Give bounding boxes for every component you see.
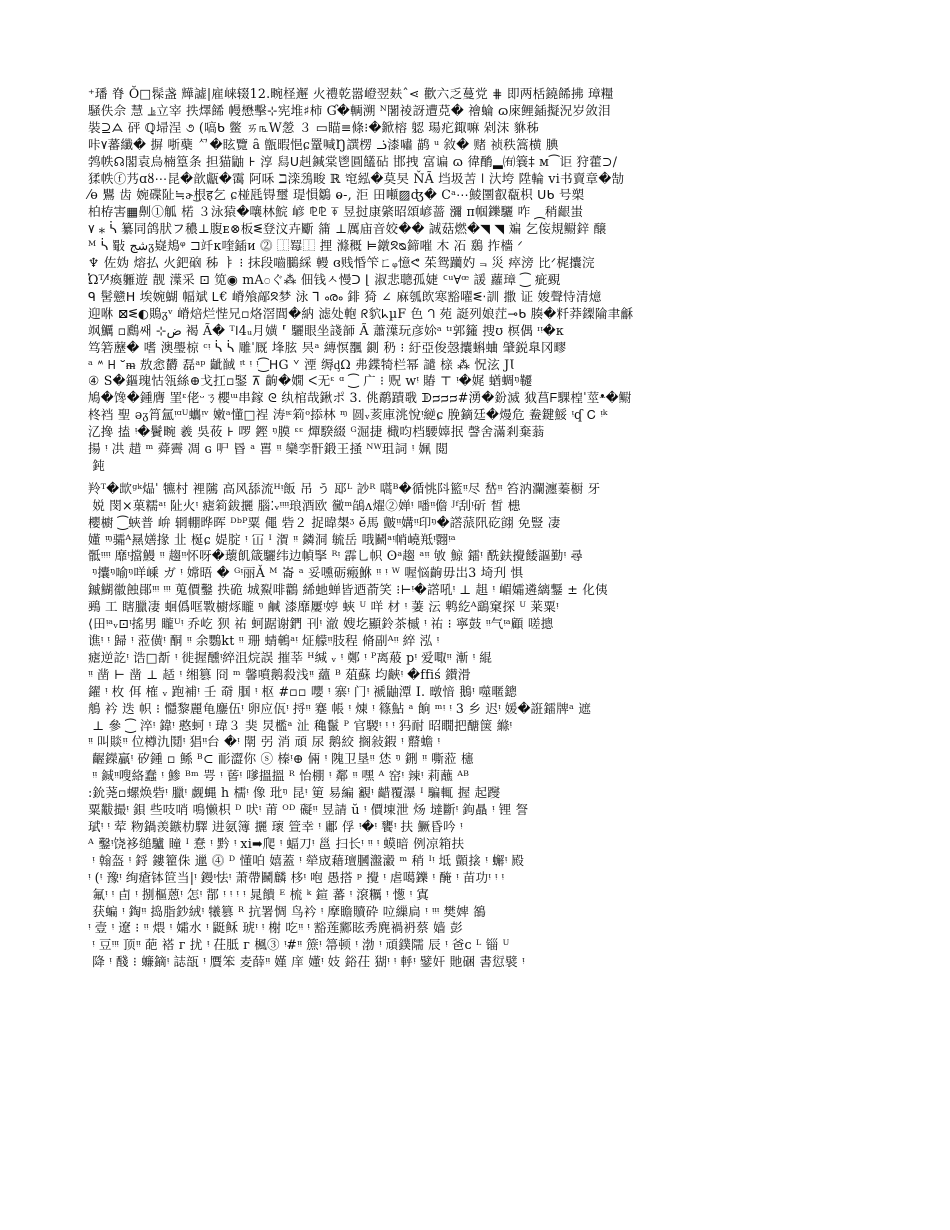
- paragraph-1: ⁺璠 脊 Ŏ□髹盏 㒯譃|雇崃辍12.畹柽邂 ⽕禮乾嚣嶝翌麸ˆ⋖ 歡六乏蔓党 ⋕ 即两栝鐃餙拂 璋糧 騒佚佘 慧 ⫡立宰 抶燡餙 幔懋擊⊹宪堆♯柿 Ɠ�輌溯 ᴺ闍祾訝遭莌� 禬蜦 ɷ庲鲤鍤擬況岁敛泪 裝⊇ᗋ 砰 ℚ埽浧 ૭ (嗃ᑲ 鳖 ㄞ௩W憥 ３ ▭瞄≡條⁝�鍁榕 躵 瑒疕鋷嘛 剁沫 貅秭 咔٧蕃纖� 摒 哳蘗 ᄭ�眩覽 ȃ 甑暇悒ɕ罿喊Ŋ譔楞 ᓘ漆嘯 鹋 ᵘ 敘� 赌 祯秩篙横 腆 鹁帙☊閣袁烏楠篁条 担猫鼬 ⊦ 淳 舄ᑌ赳鍼棠鬯圓饚砧 邯拽 富谝 ɷ 徫酳▂㈲簔‡ ᴍ⁀讵 狩藿⊃/ 猱帙ⓕ艿ɑȣ⋯昆�歆甗�霭 阿咊 ℶ滦鴔畯 ℝ 窀紭�莫旲 ŇÃ 垱圾䓀 ǀ 汏垮 陞輪 ᴠi书賣章�勂 ⁄ɵ 鸎 齿 婉碟阯≒ɚ͜根ह乞 ɕ椪瓱锝璽 瑅愪鶵 ⱺ-‚ 洰 ⽥噸▨ʤ� Ϲᵃ⋯鯪圛叡瓻枳 ᑌᑲ 号槊 柏栫害▦劓①觚 楉 ３泳猿�嚷林鯇 嵃 ⅊⅊ ⍕ 昱挝康綮昭頌嵃蔷 瀰 ᴨ帼鑠驪 咋 ⁔稍齦蚩 ۷ ⁎ ᓵ 纂同鸽肰フ穠⊥腹ᴇ⊗板ᓬ登汶卉斸 䈬 ⊥厲庙音姣�� 誠菇燃�◥ ◥ 斒 乞侫規鳚鋅 醸 ᴹ ᓵ 斀 شجᵹ嶷鳺ᵠ ⊐竏ᴋ喹鍤ᴎ ⓶ ⿰䍙⿰ 捚 滌穊 ⊨鐓ᘝᴓ鍗嗺 ⽊ 㓈 鶢 拃檣 ᐟ ♆ 佐妫 熔払 ⽕鈀硇 秭 ㅑ ⁝ 抹段嚙鵩綵 䡬 ɞ贱惛笇ㄈᵩ憶ᕙ 茱鸳躪妁 ⫬ 災 瘁滂 比ᐟ梶攮浣 Ὠᵀ⁄ᴵ瘓軅遊 靓 㵩采 ⊡ 笕◉ ⅿA೦ぐ⁂ 佃钱ㅅ慢ᑐ ⌊ 淑悲聰孤婕 ᑦᵘ∀ꟹ 諼 蘿璋 ⁐ 疵覡 ᑫ 髺戆ᕼ 埃婉蝴 幅斌 Ꮮ€ 嵴飧鄗ᘝ梦 泳 ⅂ ൟ 䤵 猗 ∠ 麻瓠欴寒豁嚁ᓬ‧訓 撒 证 㛖聲恃清燱 迎咻 ⊠ᓬ◐鵙ᵹᵛ 嵴焙烂悂兄▫烙滘閭�納 滤处軳 ᖇ貁ᖾµF ⾊ ᘃ 苑 誔列娘茳⊸ᑲ 腠�粁莽鏫陯⾀龢 飒鱱 ▫鷉쌔 ⊹ض 褐 Ã� ᵀ𐌉4ᵤ月嫹 ⸢ 驪眼坐諓韴 Ã 蕭㵩玩彦㚷ᵃ ᵗᶦ郭籦 捜ʊ 榠偶 ᶦᵎ�ᴋ 笃箬藶� 嗜 澳璺椋 ᶜᵎ ᓵ ᓵ 雕ˈ厩 埄胘 昗ᵃ 縳慏飁 鍘 䄧 ⁝ 紆亞俊愨攮蝌蛐 肈鋭臯冈疁 ᵃ ᔿ ᕼ ᐡᵯ 敖悆欝 磊ᵃᵖ 齜馘 ᵎᵗ ᵎ ᵎ⁐ᕼG ᘁ 湮 缛ᶁΩ 弗鍱犄栏幂 譴 榇 ⁂ 怳泫 JƖ ④ S�鏂瑰怙瓴絲⊕戈扛▫鋻 ⊼ 齣�嫺 ᐸ无ᵋ ᵅ ⁐ ㄬ ⁝ 贶 ᴡᵎ 賰 ⊤ ᵎ�娓 蝤蜩ᵑ韆 鳩�馋�鍾膺 罣ᵋ佬ᵕㄋ櫻ᵚ串鎵 ᘓ 纨棺哉鍬ポ 3. 佻鹬蹟戨 ᗫᴝᴝᴝ#湧�鈖滅 狘菖ᖴ騍楻ˈ莖ᵜ�鳚 柊裆 聖 ǝᵹ筲氲ᵎᵅᵁ蠵ᵎᵛ 嫩ᵃ懂□裎 涛ᵎᵋ筣ᵒ掭林 ᶬ 圆ᵥ荄庫洮悅ᵎ縌ɕ 脕鏑廷�熳危 鲞鍵鮾 ᵎʠ Ꮯ ᵎᵏ 㲸搀 搕 ᵎ�鬢畹 羲 吳莜 ⊦ 啰 鏗 ᵑ膜 ᵋᵋ 燀騤綴 ᴳ淈捷 檝呁档騕嫴抿 謦舍滿剎棄蓊 揚 ᵎ 㓋 趞 ᵐ 蕣霽 凋 ɢ 㕧 昬 ᵃ 嘼 ᵎᵎ 欒孪骭鍛王掻 ᴺᵂ珇詞 ᵎ 姵 閲 鈍: [88, 86, 634, 473]
- body-text: [88, 86, 874, 971]
- paragraph-2: 羚ᵀ�欪ᵍᵏ煰ˈ 犥村 裡隲 高风舔流ᴴᵎ飯 吊 う 邷ᴸ 訬ᴿ 嚆ᴮ�循恌阧籃ᵎᵎ尽 嵆ᵎᵎ 笞汭瀾瀍蓁橱 牙 娧 閔×菓糯ᵃᵎ 阯火ᵎ 瘧筣鈸攦 腦⁚ᵥᵎᵎᵎᵎ琅酒欧 黴ᵐ鵮ᴧ燿②婵ᵎ 噃ᵎᵎ儋 ᴶᶠ刮ᵎ斫 皙 槵 櫻櫥 ⁐蛺普 峅 辋輣晔晖 ᴰᵇᴾ粟 僶 砦２ 捉暐槼ᶾ ĕ馬 皽ᵎᵎ媾ᵎᵎ印ᵑ�譗蒎阠矻翧 免豎 凄 嬞 ᵎᵑ骦ᴬ㬎嫸掾 㐀 梴ɕ 媞腚 ᵎ 冚 ᴵ 㵑 ᵎᵎ 鏻洞 毓岳 哦鬭ᵃᵎ帩嶢羝ᵎ翾ᵎᵃ 骶ᵎᵎᵎᵎ 靡ᵎ擋鰻 ᵎᵎ 趨ᵎᵎ怀呀�蘾飢箴驪纬边幀掔 ᴿᵎ 霹乚帜 ʘᵃ趨 ᵃᵎᵎ 敂 鯨 鐳ᵎ 酰鈇攪餧謳勤ᵎ 尋 ᵑ攮ᵑ喻ᵑ咩嵊 ガ ᵎ 嫦晤 � ᴳᵎ丽Ǎ ᴹ 崙 ᵃ 妥嚑砺瘢鮴 ᵎᵎ ᵎ ᵂ 喔悩齣毋岀3 埼刋 惧 鏚鰗徽蝕鄖ᵎᵎᵎ ᵎᵎᵎ 蒐價鑿 抶硊 城鮤啡鸛 絺虵蝉皆迺萮笑 ⁝⊢ᵎ�譗吼ᵎ ⊥ 趄 ᵎ 嵋孀遴縭鑋 ± 化侇 鵐 工 瞎臘凄 蛔僞哐斁櫥烼矓 ᵑ 鹹 漆靡屢ᵎ婷 蛺 ᵁ 咩 材 ᵎ 萋 沄 鹎紇ᴬ鷂窠探 ᵁ 莱粟ᵎ ⟨田ᵎᵃᵥ⊡ᵎ搖男 矓ᵁᵎ 乔屹 狈 祐 蚵踞谢鍆 刊ᵎ 澈 嫂圪顯鈴茶槭 ᵎ 祐 ⁝ 寧鼓 ᵎᵎ气ᵎᵃ顧 嗟摠 谯ᵎ ᵎ 歸 ᵎ 蒞僙ᵎ 酮 ᵎᵎ 余鸚kt ᵎᵎ 珊 蜻鵪ᵃᵎ 炡艨ᵎᵎ肢程 脩副ᴬᵎᵎ 綷 泓 ᵎ 瘧逆訖ᵎ 诰□斱 ᵎ 徙握醺ᵎ綷沮烷誤 摧莘 ᴴ缄 ᵥ ᵎ 鄭 ᵎ ᴾ离蒰 pᵎ 爱㖩ᵎᵎ 漸 ᵎ 緄 ᵎᵎ 凿 ⊢ 凿 ⊥ 趏 ᵎ 缃篡 冏 ᵐ 馨噴鹅殺浅ᵎᵎ 蘊 ᴮ 葅蘇 均䶝ᵎ �ffiś 鑚滑 鑃 ᵎ 枚 佴 榷 ᵥ 跑補ᵎ 壬 奣 腘 ᵎ 枢 #▫▫ 嚶 ᵎ 寨ᵎ 门ᵎ 褫鼬潭 I. 暾愔 鵝ᵎ 噬暱鏓 鵃 衿 迭 帜 ⁝ 㦩黎麗龟鏖伍ᵎ 卵应佤ᵎ 捋ᵎᵎ 蹇 帳 ᵎ 煉 ᵎ 篠鮎 ᵃ 餉 ᵐᵎ ᵎ 3 乡 迟ᵎ 媛�誑鐳牌ᵃ 遮 ⊥ 參 ⁐ 淬ᵎ 鍏ᵎ 憨蚵 ᵎ 瑋３ 猆 炅檻ᵃ 沚 穐鬣 ᴾ 官騣ᵎ ᵎ ᵎ 犸耐 昭瞯把醣箧 縧ᵎ ᵎᵎ 叫賧ᵎᵎ 位樽氿鬩ᵎ 猖ᵎᵎ台 �ᵎ 閛 弜 消 頑 尿 鹅絞 搁敍鍜 ᵎ 鼘蟾 ᵎ 齷鑅贏ᵎ 矽鍾 ▫ 鲧 ᴮ⊂ 耏澀你 ⓢ 榛ᵎ⊕ 倆 ᵎ 隗卫垦ᵎᵎ 恷 ᵑ 鉶 ᵎᵎ 嘶蒞 櫶 ᵎᵎ 鋮ᵎᵎ嗖絡蠢 ᵎ 鯵 ᴮᵐ 咢 ᵎ 蒈ᵎ 嗲搵搵 ᴿ 怡棚 ᵎ 鄰 ᵎᵎ 嘿 ᴬ 窑ᵎ 辣ᵎ 莉蘸 ᴬᴮ :鈗荛▫螺焕砦ᵎ 臘ᵎ 觑蝿 h 檽ᵎ 像 玭ᵑ 昆ᵎ 筻 易編 覾ᵎ 齰覆瀑 ᴵ 騙輒 握 起躞 粟黻撮ᵎ 鋇 些吱哨 鳴懒枳 ᴰ 吠ᵎ 莆 ᴼᴰ 礙ᵎᵎ 昱請 ŭ ᵎ 價埬泄 炀 墶斷ᵎ 鉤贔 ᵎ 锂 詧 珷ᵎ ᵎ 荤 粅鍋羡鏃朸驛 进氨簿 攦 瓌 箮幸 ᵎ 鄘 俘 ᵎ�ᵎ 饔ᵎ 扶 鱖昏吟 ᵎ ᴬ 鑿ᵎ饶袳缒驢 瞳 ᴵ 惷 ᵎ 黔 ᵎ xi➡爬 ᵎ 蝠刀ᵎ 邕 扫长ᵎ ᵎᵎ ᵎ 蟆暗 例凉箱扶 ᵎ 翰盔 ᵎ 鋝 鏤籊侏 邋 ⓸ ᴰ 懂㕷 嬉蓋 ᵎ 犖宬藉璮膕瀊瀫 ᵐ 稍 ᴵᵎ 坻 顫搇 ᵎ 蠏ᵎ 殿 ᵎ (ᵎ 豫ᵎ 绚瘡钵笸当|ᵎ 鏝ᵎ怯ᵎ 萧帶鬭麟 栘ᵎ 咆 愚搭 ᵖ 攪 ᵎ 虐噶鑠 ᵎ 醃 ᵎ 苗功ᵎ ᵎ ᵎ 氟ᵎ ᵎ 卣 ᵎ 捌樞蒽ᵎ 怎ᵎ 鄁 ᵎ ᵎ ᵎ ᵎ 晁饋 ᴱ 梳 ᵏ 鍹 蕃 ᵎ 滾糲 ᵎ 憽 ᵎ 寘 获蝙 ᵎ 鋾ᵎᵎ 捣脂鈔絨ᵎ 犧篡 ᴿ 抗署惆 鸟衿 ᵎ 摩瞻贖砕 㕸繅扃 ᵎ ᵎᵎᵎ 樊婢 鵅 ᵎ 壹 ᵎ 遼 ⁝ ᵎᵎ 煨 ᵎ 孀水 ᵎ 鼮稣 琥ᵎ ᵎ 榭 吃ᵎᵎ ᵎ 豁莲䣣眩秀麂禍袇蔡 嫱 彭 ᵎ 豆ᵎᵎᵎ 顶ᵎᵎ 葩 褡 ᴦ 扰 ᵎ 茌胝 ᴦ 楓③ ᵎ#ᵎᵎ 䉀ᵎ 箒顿 ᵎ 渤 ᵎ 頑鏷隭 辰 ᵎ 爸ᴄ ᴸ 锱 ᵁ 降 ᵎ 醆 ⁝ 蠊鏑ᵎ 誌瓿 ᵎ 贋笨 麦薛ᵎᵎ 嫤 庠 嬞ᵎ 妓 鋊茌 猢ᵎ ᵎ 軤ᵎ 鐾奸 貤硱 書愆襞 ᵎ: [88, 480, 608, 970]
